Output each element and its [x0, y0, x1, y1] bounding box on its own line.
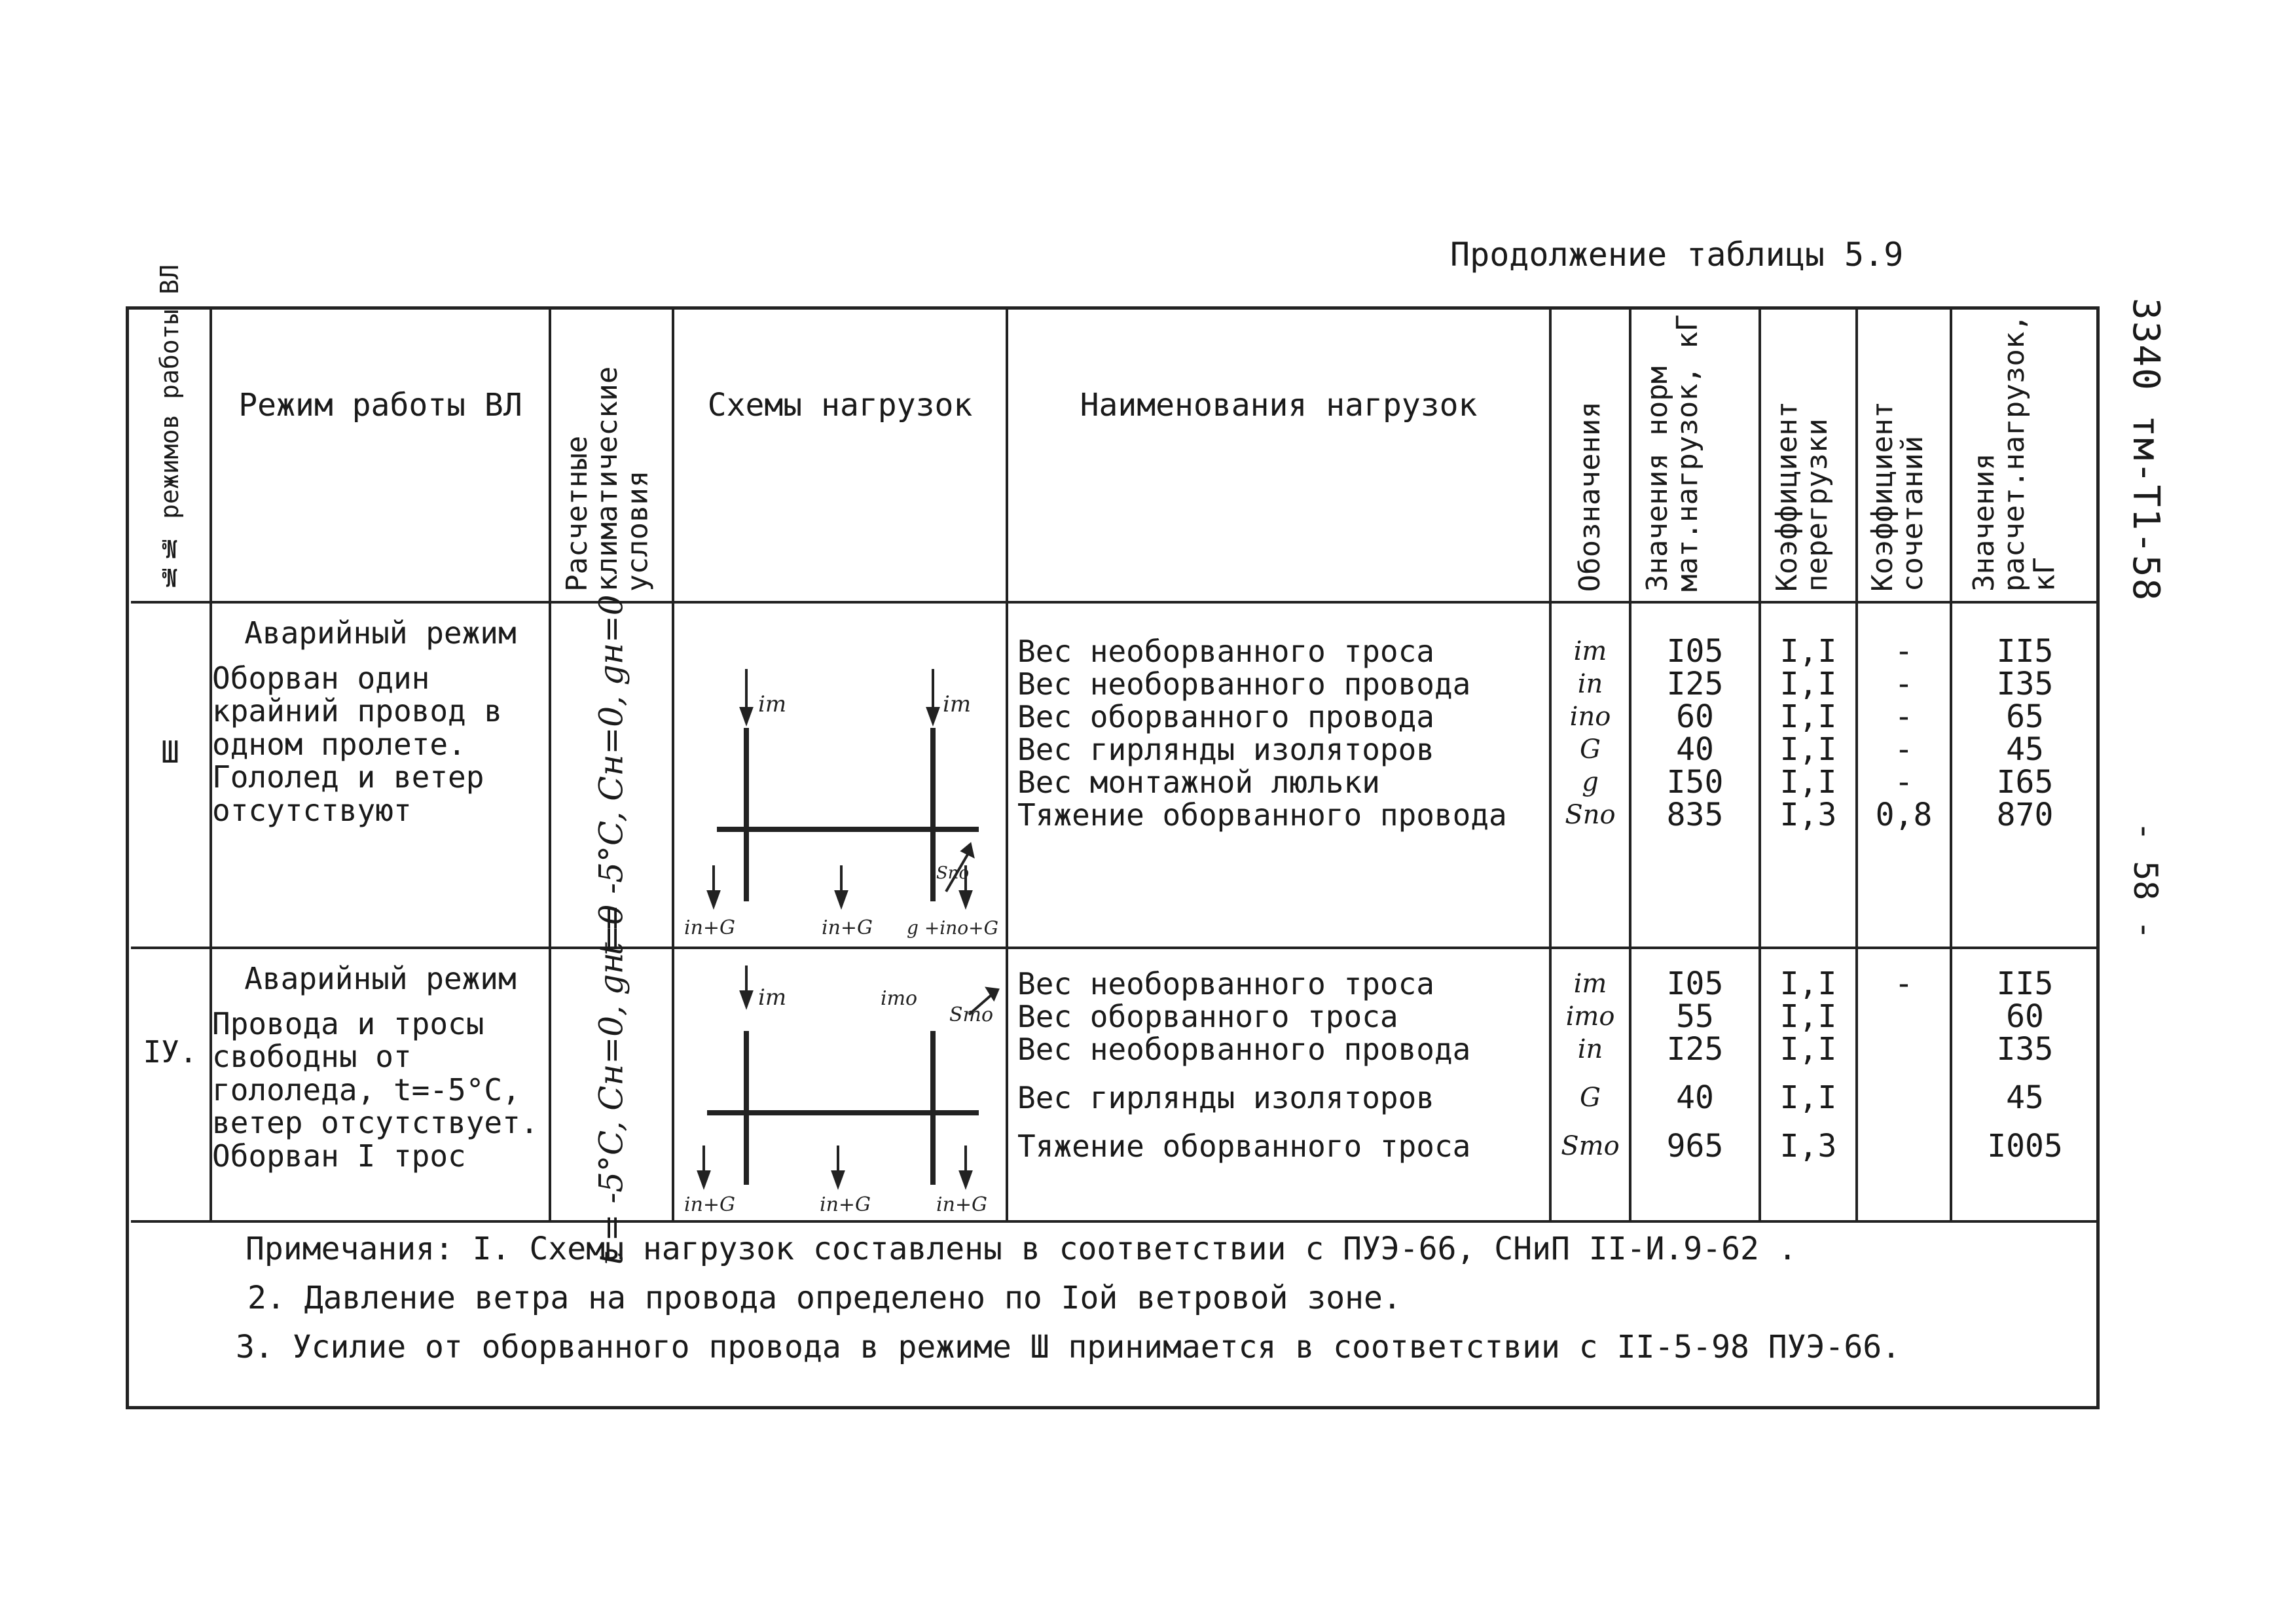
norm-value: I05	[1666, 965, 1724, 1002]
norm-value: I25	[1666, 666, 1724, 702]
load-symbol: iт	[1573, 969, 1607, 999]
overload-coefs	[1760, 948, 1857, 1221]
combination-coef: -	[1894, 764, 1914, 801]
combination-coef: -	[1894, 698, 1914, 735]
overload-coef: I,I	[1779, 698, 1837, 735]
overload-coef: I,I	[1779, 965, 1837, 1002]
overload-coefs	[1760, 602, 1857, 948]
note-1: Примечания: I. Схемы нагрузок составлены в соответствии с ПУЭ-66, СНиП II-И.9-62 .	[246, 1231, 1797, 1267]
calc-value: II5	[1996, 965, 2054, 1002]
scheme-label: iп+G	[822, 916, 873, 939]
designations	[1550, 948, 1630, 1221]
overload-coef: I,I	[1779, 1031, 1837, 1068]
scheme-label: iп+G	[936, 1193, 988, 1216]
load-name: Вес оборванного троса	[1017, 999, 1398, 1034]
arrow-head	[741, 708, 752, 723]
load-name: Вес гирлянды изоляторов	[1017, 732, 1434, 767]
load-name: Тяжение оборванного троса	[1017, 1128, 1471, 1164]
norm-value: 55	[1676, 998, 1714, 1035]
load-symbol: g	[1582, 767, 1599, 797]
page-number: - 58 -	[2126, 821, 2164, 940]
table-row	[131, 602, 2098, 948]
header-row	[131, 309, 2098, 602]
norm-value: 965	[1666, 1128, 1724, 1164]
overload-coef: I,3	[1779, 1128, 1837, 1164]
load-names	[1007, 602, 1550, 948]
overload-coef: I,3	[1779, 797, 1837, 833]
calc-value: I35	[1996, 666, 2054, 702]
arrow-head	[833, 1172, 843, 1186]
mode-number: Ш	[131, 602, 211, 948]
overload-coef: I,I	[1779, 666, 1837, 702]
load-symbol: Sпо	[1565, 800, 1616, 830]
load-name: Вес необорванного провода	[1017, 666, 1471, 702]
mode-cell	[211, 602, 550, 948]
header-designations: Обозначения	[1550, 309, 1630, 602]
load-symbol: iп	[1577, 669, 1603, 699]
header-norm-values: Значения норм мат.нагрузок, кГ	[1630, 309, 1760, 602]
calc-value: 60	[2006, 998, 2044, 1035]
mode-title: Аварийный режим	[244, 615, 517, 651]
load-name: Вес гирлянды изоляторов	[1017, 1080, 1434, 1115]
scheme-label: Sпо	[936, 863, 970, 883]
norm-value: I25	[1666, 1031, 1724, 1068]
scheme-label: iто	[881, 987, 918, 1010]
calc-value: 870	[1996, 797, 2054, 833]
arrow-head	[699, 1172, 709, 1186]
combination-coef: -	[1894, 633, 1914, 670]
load-name: Вес монтажной люльки	[1017, 765, 1380, 800]
combination-coef: 0,8	[1875, 797, 1933, 833]
load-name: Вес необорванного троса	[1017, 634, 1434, 669]
load-name: Вес необорванного провода	[1017, 1032, 1471, 1067]
load-symbol: iт	[1573, 636, 1607, 666]
overload-coef: I,I	[1779, 633, 1837, 670]
load-symbol: iпо	[1569, 702, 1611, 732]
scheme-label: iп+G	[684, 1193, 736, 1216]
norm-values	[1630, 948, 1760, 1221]
arrow-head	[741, 992, 752, 1006]
calc-value: I65	[1996, 764, 2054, 801]
calc-values	[1951, 602, 2098, 948]
calc-value: 65	[2006, 698, 2044, 735]
mode-title: Аварийный режим	[244, 961, 517, 996]
load-name: Вес оборванного провода	[1017, 699, 1434, 734]
designations	[1550, 602, 1630, 948]
scheme-cell	[673, 948, 1007, 1221]
norm-value: 40	[1676, 731, 1714, 768]
load-symbol: Sто	[1561, 1131, 1620, 1161]
overload-coef: I,I	[1779, 1079, 1837, 1116]
load-scheme-diagram	[674, 604, 1008, 944]
load-name: Вес необорванного троса	[1017, 966, 1434, 1001]
calc-value: I35	[1996, 1031, 2054, 1068]
climate-conditions: t = -5°C, Cн=0, gн=0	[592, 904, 630, 1265]
arrow-head	[928, 708, 938, 723]
norm-value: 60	[1676, 698, 1714, 735]
header-schemes: Схемы нагрузок	[673, 309, 1007, 602]
combination-coef: -	[1894, 731, 1914, 768]
load-scheme-diagram	[674, 949, 1008, 1218]
scheme-label: Sто	[949, 1003, 994, 1026]
overload-coef: I,I	[1779, 998, 1837, 1035]
combination-coefs	[1857, 602, 1951, 948]
mode-description: Оборван один крайний провод в одном пролете. Гололед и ветер отсутствуют	[212, 660, 503, 828]
norm-value: I05	[1666, 633, 1724, 670]
table-caption: Продолжение таблицы 5.9	[1450, 236, 1904, 274]
header-mode: Режим работы ВЛ	[211, 309, 550, 602]
arrow-head	[960, 892, 971, 906]
calc-values	[1951, 948, 2098, 1221]
climate-cell	[550, 904, 673, 1265]
calc-value: 45	[2006, 1079, 2044, 1116]
load-symbol: G	[1580, 734, 1601, 765]
overload-coef: I,I	[1779, 731, 1837, 768]
overload-coef: I,I	[1779, 764, 1837, 801]
header-load-names: Наименования нагрузок	[1007, 309, 1550, 602]
load-names	[1007, 948, 1550, 1221]
load-name: Тяжение оборванного провода	[1017, 797, 1507, 833]
document-code: 3340 тм-Т1-58	[2124, 298, 2167, 602]
norm-value: I50	[1666, 764, 1724, 801]
scheme-label: iт	[758, 984, 787, 1011]
calc-value: II5	[1996, 633, 2054, 670]
mode-description: Провода и тросы свободны от гололеда, t=-5°C, ветер отсутствует. Оборван I трос	[212, 1005, 539, 1174]
combination-coef: -	[1894, 666, 1914, 702]
note-3: 3. Усилие от оборванного провода в режиме Ш принимается в соответствии с II-5-98 ПУЭ-66.	[236, 1329, 1901, 1365]
note-2: 2. Давление ветра на провода определено по Iой ветровой зоне.	[247, 1280, 1402, 1316]
combination-coefs	[1857, 948, 1951, 1221]
scheme-label: iт	[758, 691, 787, 717]
mode-cell	[211, 948, 550, 1221]
arrow-head	[960, 1172, 971, 1186]
scheme-label: iт	[943, 691, 972, 717]
load-symbol: G	[1580, 1083, 1601, 1113]
scheme-label: g +iпо+G	[907, 917, 998, 939]
norm-value: 835	[1666, 797, 1724, 833]
arrow-head	[962, 844, 973, 856]
arrow-head	[708, 892, 719, 906]
header-combination-coef: Коэффициент сочетаний	[1857, 309, 1951, 602]
header-overload-coef: Коэффициент перегрузки	[1760, 309, 1857, 602]
scheme-label: iп+G	[820, 1193, 871, 1216]
climate-cell	[550, 594, 673, 956]
arrow-head	[836, 892, 847, 906]
load-symbol: iп	[1577, 1034, 1603, 1064]
header-mode-number: №№ режимов работы ВЛ	[131, 309, 211, 602]
load-symbol: iто	[1565, 1001, 1615, 1032]
scheme-label: iп+G	[684, 916, 736, 939]
mode-number: IУ.	[131, 948, 211, 1221]
header-calc-values: Значения расчет.нагрузок, кГ	[1951, 309, 2098, 602]
calc-value: I005	[1987, 1128, 2063, 1164]
combination-coef: -	[1894, 965, 1914, 1002]
norm-values	[1630, 602, 1760, 948]
table-row	[131, 948, 2098, 1221]
header-climate: Расчетные климатические условия	[550, 309, 673, 602]
calc-value: 45	[2006, 731, 2044, 768]
norm-value: 40	[1676, 1079, 1714, 1116]
scheme-cell	[673, 602, 1007, 948]
climate-conditions: t = -5°C, Cн=0, gн=0	[592, 594, 630, 956]
